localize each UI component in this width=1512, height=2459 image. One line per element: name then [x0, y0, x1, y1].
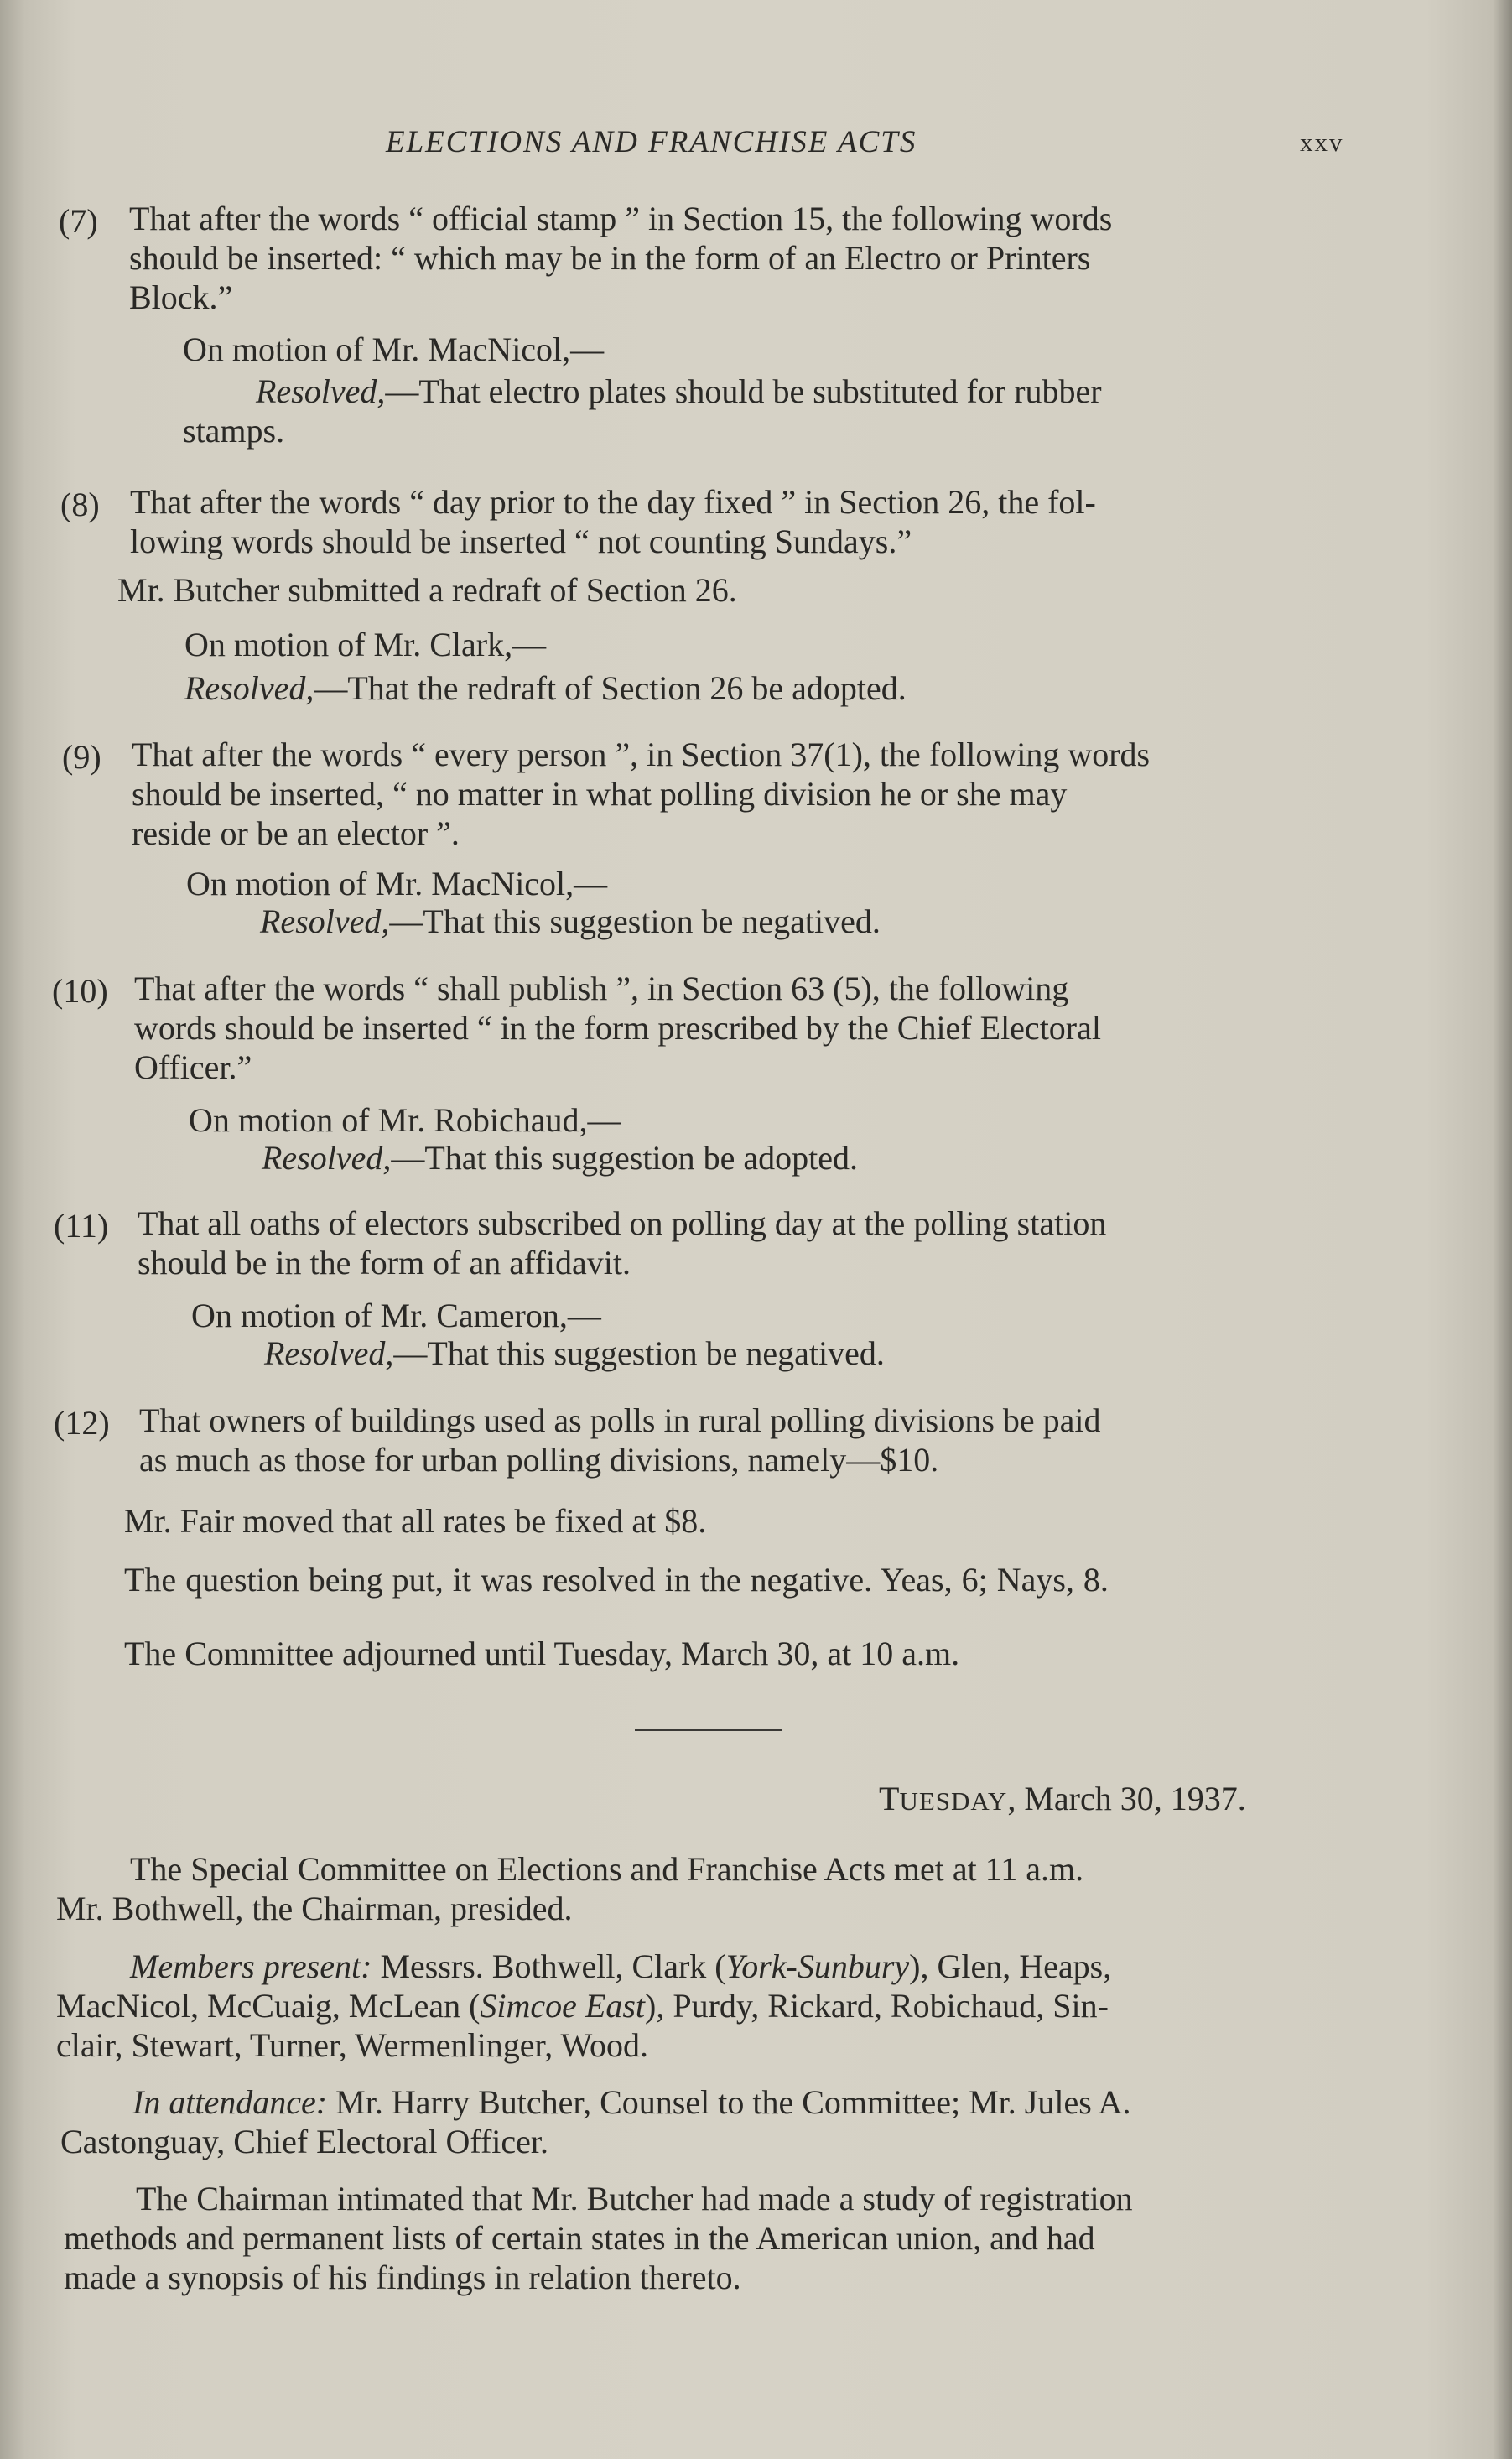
attendance-label: In attendance: [132, 2083, 328, 2121]
item-12-line-1: That owners of buildings used as polls in rural polling divisions be paid [139, 1401, 1101, 1439]
item-11-resolved [264, 1333, 885, 1373]
day-initial: T [879, 1780, 900, 1817]
members-text: Messrs. Bothwell, Clark ( [372, 1947, 726, 1985]
riding-name: York-Sunbury [725, 1947, 910, 1985]
item-10-resolved [262, 1138, 858, 1178]
item-11-line-2: should be in the form of an affidavit. [138, 1244, 631, 1281]
met-line-1: The Special Committee on Elections and Franchise Acts met at 11 a.m. [130, 1850, 1084, 1888]
attendance-text: Mr. Harry Butcher, Counsel to the Committee; Mr. Jules A. [327, 2083, 1131, 2121]
page-header [0, 124, 1512, 166]
item-7-line-3: Block.” [129, 278, 233, 316]
resolved-text: —That electro plates should be substituted for rubber [385, 372, 1102, 410]
resolved-label: Resolved, [256, 372, 386, 410]
item-11-motion: On motion of Mr. Cameron,— [191, 1297, 601, 1334]
resolved-text: —That this suggestion be negatived. [389, 902, 881, 940]
chairman-line-3: made a synopsis of his findings in relation thereto. [64, 2259, 741, 2296]
item-8-motion: On motion of Mr. Clark,— [184, 626, 547, 663]
item-9-motion: On motion of Mr. MacNicol,— [186, 865, 608, 902]
running-title: ELECTIONS AND FRANCHISE ACTS [386, 125, 917, 159]
resolved-label: Resolved, [264, 1334, 394, 1372]
session-date [879, 1779, 1246, 1821]
item-number: (9) [62, 738, 101, 776]
item-8-line-2: lowing words should be inserted “ not counting Sundays.” [130, 522, 912, 560]
resolved-text: —That this suggestion be adopted. [391, 1139, 858, 1177]
page-number: xxv [1300, 127, 1344, 157]
item-10-line-2: words should be inserted “ in the form prescribed by the Chief Electoral [134, 1009, 1101, 1047]
attendance-line-2: Castonguay, Chief Electoral Officer. [60, 2123, 549, 2160]
adjourned-line: The Committee adjourned until Tuesday, March 30, at 10 a.m. [124, 1635, 960, 1672]
day-rest: UESDAY [899, 1786, 1008, 1816]
item-7-motion: On motion of Mr. MacNicol,— [183, 330, 605, 368]
item-9-line-1: That after the words “ every person ”, in Section 37(1), the following words [132, 736, 1151, 773]
item-7-resolved-cont: stamps. [183, 412, 285, 450]
item-7-line-2: should be inserted: “ which may be in the form of an Electro or Printers [129, 239, 1091, 277]
item-10-line-1: That after the words “ shall publish ”, in Section 63 (5), the following [134, 970, 1069, 1007]
item-11-line-1: That all oaths of electors subscribed on polling day at the polling station [138, 1204, 1107, 1242]
attendance-line-1 [132, 2082, 1376, 2122]
item-8-line-1: That after the words “ day prior to the day fixed ” in Section 26, the fol- [130, 483, 1096, 521]
item-10-motion: On motion of Mr. Robichaud,— [189, 1101, 621, 1139]
item-number: (7) [59, 202, 98, 240]
item-9-line-3: reside or be an elector ”. [132, 814, 460, 852]
members-label: Members present: [130, 1947, 372, 1985]
item-number: (12) [54, 1404, 110, 1442]
resolved-text: —That this suggestion be negatived. [393, 1334, 885, 1372]
fair-motion: Mr. Fair moved that all rates be fixed at $8. [124, 1502, 707, 1540]
section-divider [635, 1729, 782, 1731]
question-result: The question being put, it was resolved in the negative. Yeas, 6; Nays, 8. [124, 1561, 1109, 1599]
riding-name: Simcoe East [480, 1987, 646, 2025]
members-text: ), Purdy, Rickard, Robichaud, Sin- [645, 1987, 1109, 2025]
met-line-2: Mr. Bothwell, the Chairman, presided. [56, 1890, 573, 1927]
members-line-2 [56, 1986, 1375, 2025]
item-number: (11) [54, 1207, 109, 1245]
members-text: MacNicol, McCuaig, McLean ( [56, 1987, 481, 2025]
item-12-line-2: as much as those for urban polling divisions, namely—$10. [139, 1441, 939, 1479]
chairman-line-2: methods and permanent lists of certain states in the American union, and had [64, 2219, 1095, 2257]
item-9-line-2: should be inserted, “ no matter in what polling division he or she may [132, 775, 1068, 813]
resolved-label: Resolved, [184, 669, 314, 707]
item-8-resolved [184, 668, 907, 708]
members-line-3: clair, Stewart, Turner, Wermenlinger, Wood. [56, 2026, 649, 2064]
item-number: (10) [52, 972, 108, 1010]
item-10-line-3: Officer.” [134, 1048, 252, 1086]
members-text: ), Glen, Heaps, [909, 1947, 1112, 1985]
item-9-resolved [260, 902, 881, 941]
members-line-1 [130, 1947, 1375, 1986]
item-8-note: Mr. Butcher submitted a redraft of Section 26. [117, 571, 737, 609]
item-7-resolved [256, 372, 1359, 411]
resolved-label: Resolved, [262, 1139, 392, 1177]
item-7-line-1: That after the words “ official stamp ” in Section 15, the following words [129, 200, 1113, 237]
resolved-text: —That the redraft of Section 26 be adopted. [314, 669, 907, 707]
item-number: (8) [60, 486, 100, 523]
chairman-line-1: The Chairman intimated that Mr. Butcher had made a study of registration [136, 2180, 1133, 2217]
date-rest: , March 30, 1937. [1007, 1780, 1246, 1817]
resolved-label: Resolved, [260, 902, 390, 940]
